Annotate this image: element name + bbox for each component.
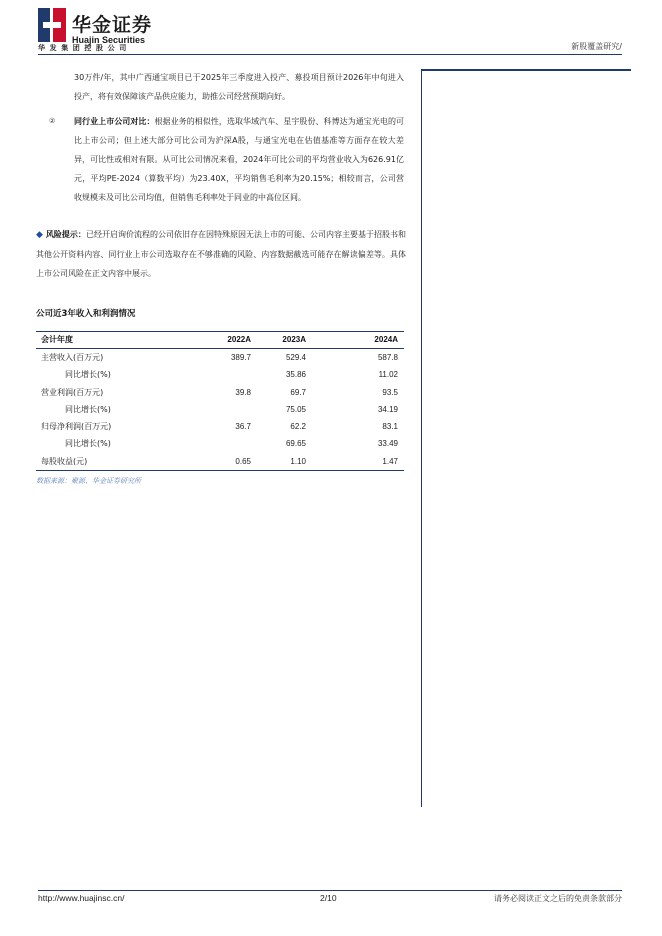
- table-cell: 11.02: [378, 370, 398, 379]
- peer-comparison-heading: 同行业上市公司对比：: [74, 117, 155, 126]
- table-row: [36, 349, 404, 366]
- risk-heading: 风险提示：: [45, 230, 86, 239]
- table-cell: 1.10: [290, 457, 306, 466]
- table-bottom-rule: [36, 470, 404, 471]
- page-number: 2/10: [320, 893, 337, 903]
- table-row: [36, 384, 404, 401]
- paragraph-risk: [36, 225, 406, 283]
- logo-text-cn: 华金证券: [72, 14, 153, 36]
- footer-divider: [38, 890, 622, 891]
- table-cell: 69.65: [285, 439, 306, 448]
- footer-website-link[interactable]: http://www.huajinsc.cn/: [38, 893, 125, 903]
- table-cell: 1.47: [382, 457, 398, 466]
- table-cell: 62.2: [290, 422, 306, 431]
- table-cell: 69.7: [290, 388, 306, 397]
- table-cell: 同比增长(%): [65, 370, 111, 379]
- table-cell: 36.7: [235, 422, 251, 431]
- table-cell: 归母净利润(百万元): [41, 422, 112, 431]
- list-marker: ②: [49, 117, 56, 125]
- report-type: 新股覆盖研究/: [571, 42, 622, 51]
- table-row: [36, 453, 404, 470]
- header-cell: 2024A: [374, 335, 398, 344]
- table-cell: 93.5: [382, 388, 398, 397]
- table-row: [36, 418, 404, 435]
- table-header-row: [36, 331, 404, 348]
- footer-disclaimer: 请务必阅读正文之后的免责条款部分: [494, 894, 622, 903]
- table-cell: 83.1: [382, 422, 398, 431]
- header-cell: 2022A: [227, 335, 251, 344]
- table-cell: 35.86: [285, 370, 306, 379]
- table-cell: 同比增长(%): [65, 405, 111, 414]
- logo-text-en: Huajin Securities: [72, 35, 146, 45]
- table-cell: 33.49: [377, 439, 398, 448]
- paragraph-peer-comparison: [74, 112, 404, 207]
- table-cell: 0.65: [235, 457, 251, 466]
- table-cell: 39.8: [235, 388, 251, 397]
- table-cell: 529.4: [285, 353, 306, 362]
- table-cell: 主营收入(百万元): [41, 353, 104, 362]
- table-row: [36, 401, 404, 418]
- header-cell: 会计年度: [41, 335, 73, 344]
- table-cell: 75.05: [285, 405, 306, 414]
- table-source: 数据来源：聚源、华金证券研究所: [36, 477, 141, 485]
- table-cell: 389.7: [230, 353, 251, 362]
- table-row: [36, 366, 404, 383]
- peer-comparison-text: 根据业务的相似性，选取华域汽车、星宇股份、科博达为通宝光电的可比上市公司；但上述大部分可比公司为沪深A股，与通宝光电在估值基准等方面存在较大差异，可比性或相对有限。从可比公司情况来看，2024年可比公司的平均营业收入为626.91亿元，平均PE-2024（算数平均）为23.40X，平均销售毛利率为20.15%；相较而言，公司营收规模未及可比公司均值，但销售毛利率处于同业的中高位区间。: [74, 117, 404, 202]
- header-cell: 2023A: [282, 335, 306, 344]
- diamond-bullet-icon: ◆: [36, 230, 43, 240]
- paragraph-capacity: 30万件/年，其中广西通宝项目已于2025年三季度进入投产、募投项目预计2026年中旬进入投产，将有效保障该产品供应能力，助推公司经营预期向好。: [74, 73, 404, 101]
- table-row: [36, 435, 404, 452]
- table-cell: 587.8: [377, 353, 398, 362]
- table-title: 公司近3年收入和利润情况: [36, 309, 136, 319]
- header-divider: [38, 54, 622, 55]
- risk-text: 已经开启询价流程的公司依旧存在因特殊原因无法上市的可能、公司内容主要基于招股书和其他公开资料内容、同行业上市公司选取存在不够准确的风险、内容数据截选可能存在解读偏差等。具体上市公司风险在正文内容中展示。: [36, 230, 407, 278]
- table-cell: 营业利润(百万元): [41, 388, 104, 397]
- table-cell: 34.19: [377, 405, 398, 414]
- table-cell: 每股收益(元): [41, 457, 88, 466]
- sidebar-panel: [421, 69, 631, 807]
- table-cell: 同比增长(%): [65, 439, 111, 448]
- logo-mark-icon: [38, 8, 66, 42]
- company-subtitle: 华发集团控股公司: [38, 44, 131, 52]
